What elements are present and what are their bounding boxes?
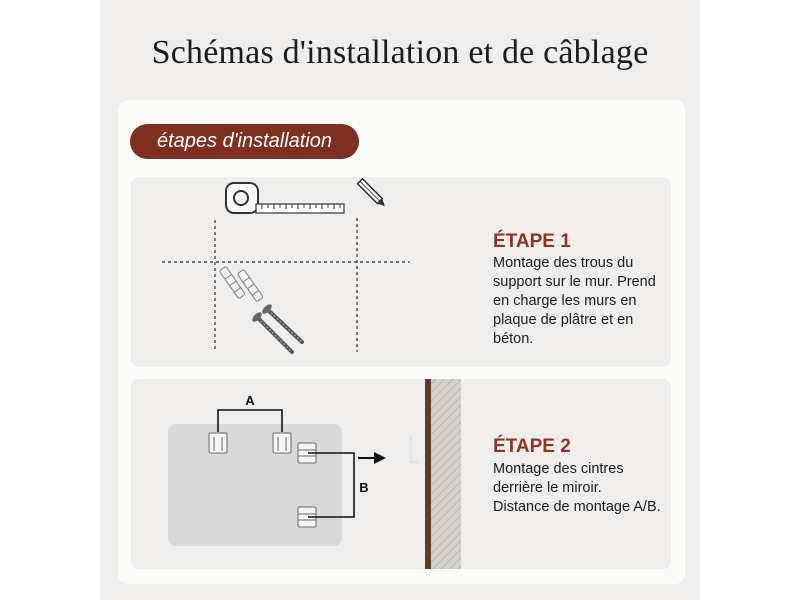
step-2-title: ÉTAPE 2 <box>493 436 571 457</box>
dimension-b-label: B <box>359 480 369 495</box>
page-title: Schémas d'installation et de câblage <box>151 34 649 71</box>
step-1-line: Montage des trous du <box>493 255 634 271</box>
screw-icon <box>251 303 302 352</box>
step-2-line: derrière le miroir. <box>493 480 602 496</box>
pencil-icon <box>358 179 388 209</box>
arrow-right-icon <box>358 452 386 464</box>
wall-section <box>425 379 461 569</box>
mirror-back <box>168 424 342 546</box>
marking-guides <box>162 218 410 352</box>
dimension-a-label: A <box>245 393 255 408</box>
step-2-description <box>493 460 673 517</box>
step-1-title: ÉTAPE 1 <box>493 231 571 252</box>
step-1-line: support sur le mur. Prend <box>493 274 656 290</box>
section-label: étapes d'installation <box>130 124 359 159</box>
step-1-description <box>493 254 673 349</box>
step-2-line: Distance de montage A/B. <box>493 499 661 515</box>
wall-hook <box>411 436 418 462</box>
step-1-line: béton. <box>493 331 534 347</box>
step-1-line: plaque de plâtre et en <box>493 312 634 328</box>
step-2-line: Montage des cintres <box>493 461 624 477</box>
wall-anchor-icon <box>219 266 263 301</box>
tape-measure-icon <box>226 183 344 213</box>
step-1-line: en charge les murs en <box>493 293 637 309</box>
